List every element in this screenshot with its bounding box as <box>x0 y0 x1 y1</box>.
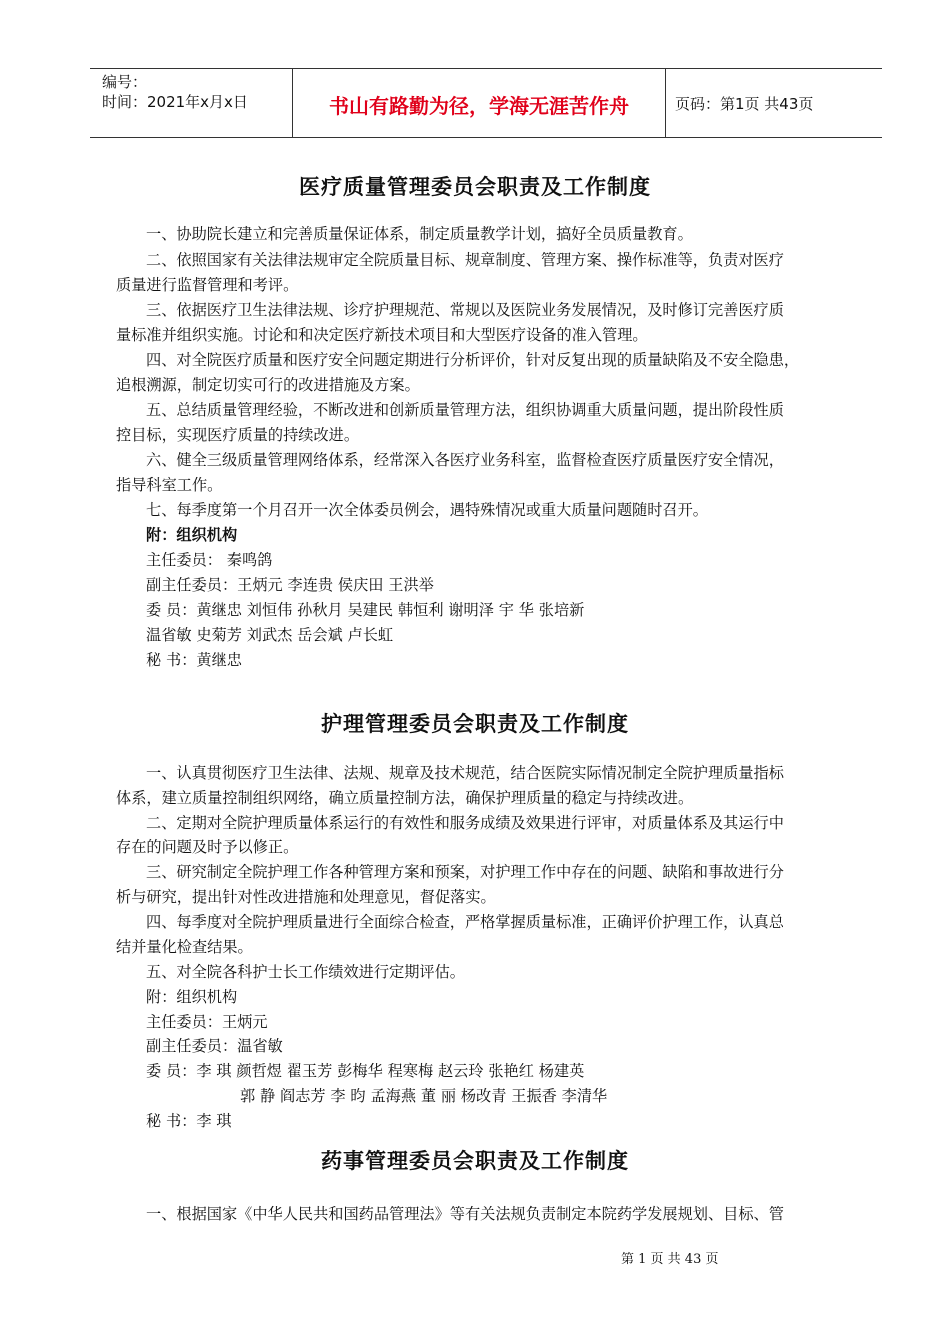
document-header <box>90 68 882 138</box>
paragraph-line: 体系，建立质量控制组织网络，确立质量控制方法，确保护理质量的稳定与持续改进。 <box>116 789 694 807</box>
paragraph-line: 析与研究，提出针对性改进措施和处理意见，督促落实。 <box>116 888 496 906</box>
paragraph-line: 追根溯源，制定切实可行的改进措施及方案。 <box>116 376 420 394</box>
org-members: 委 员：黄继忠 刘恒伟 孙秋月 吴建民 韩恒利 谢明泽 宇 华 张培新 <box>146 601 585 619</box>
paragraph-line: 三、研究制定全院护理工作各种管理方案和预案，对护理工作中存在的问题、缺陷和事故进行分 <box>146 863 784 881</box>
paragraph-line: 一、根据国家《中华人民共和国药品管理法》等有关法规负责制定本院药学发展规划、目标、管 <box>146 1205 784 1223</box>
org-vice-chair: 副主任委员：温省敏 <box>146 1037 283 1055</box>
paragraph-line: 一、协助院长建立和完善质量保证体系，制定质量教学计划，搞好全员质量教育。 <box>146 225 693 243</box>
paragraph-line: 六、健全三级质量管理网络体系，经常深入各医疗业务科室，监督检查医疗质量医疗安全情况， <box>146 451 784 469</box>
org-secretary: 秘 书：黄继忠 <box>146 651 242 669</box>
paragraph-line: 五、总结质量管理经验，不断改进和创新质量管理方法，组织协调重大质量问题，提出阶段性质 <box>146 401 784 419</box>
document-number: 编号： <box>102 73 148 91</box>
header-page-cell <box>665 69 882 137</box>
motto-text: 书山有路勤为径，学海无涯苦作舟 <box>329 94 629 118</box>
section-title-medical-quality: 医疗质量管理委员会职责及工作制度 <box>299 174 651 199</box>
paragraph-line: 量标准并组织实施。讨论和和决定医疗新技术项目和大型医疗设备的准入管理。 <box>116 326 648 344</box>
paragraph-line: 质量进行监督管理和考评。 <box>116 276 299 294</box>
page-info: 页码：第1页 共43页 <box>675 95 814 113</box>
header-info-cell <box>90 69 292 137</box>
paragraph-line: 存在的问题及时予以修正。 <box>116 838 299 856</box>
org-members-continued: 郭 静 阎志芳 李 昀 孟海燕 董 丽 杨改青 王振香 李清华 <box>240 1087 608 1105</box>
org-secretary: 秘 书：李 琪 <box>146 1112 232 1130</box>
paragraph-line: 三、依据医疗卫生法律法规、诊疗护理规范、常规以及医院业务发展情况，及时修订完善医疗质 <box>146 301 784 319</box>
paragraph-line: 控目标，实现医疗质量的持续改进。 <box>116 426 359 444</box>
org-chair: 主任委员： 秦鸣鸽 <box>146 551 273 569</box>
paragraph-line: 结并量化检查结果。 <box>116 938 253 956</box>
org-vice-chair: 副主任委员：王炳元 李连贵 侯庆田 王洪举 <box>146 576 434 594</box>
header-motto-cell <box>292 69 666 137</box>
section-title-pharmacy: 药事管理委员会职责及工作制度 <box>321 1148 629 1173</box>
document-date: 时间：2021年x月x日 <box>102 93 248 111</box>
org-structure-heading: 附：组织机构 <box>146 988 238 1006</box>
paragraph-line: 一、认真贯彻医疗卫生法律、法规、规章及技术规范，结合医院实际情况制定全院护理质量指标 <box>146 764 784 782</box>
org-structure-heading: 附：组织机构 <box>146 526 238 544</box>
org-members: 委 员：李 琪 颜哲煜 翟玉芳 彭梅华 程寒梅 赵云玲 张艳红 杨建英 <box>146 1062 585 1080</box>
paragraph-line: 七、每季度第一个月召开一次全体委员例会，遇特殊情况或重大质量问题随时召开。 <box>146 501 708 519</box>
paragraph-line: 四、每季度对全院护理质量进行全面综合检查，严格掌握质量标准，正确评价护理工作，认真总 <box>146 913 784 931</box>
paragraph-line: 四、对全院医疗质量和医疗安全问题定期进行分析评价，针对反复出现的质量缺陷及不安全隐患， <box>146 351 800 369</box>
org-members-continued: 温省敏 史菊芳 刘武杰 岳会斌 卢长虹 <box>146 626 394 644</box>
section-title-nursing: 护理管理委员会职责及工作制度 <box>321 711 629 736</box>
page-footer: 第 1 页 共 43 页 <box>621 1252 719 1267</box>
org-chair: 主任委员：王炳元 <box>146 1013 268 1031</box>
paragraph-line: 指导科室工作。 <box>116 476 223 494</box>
paragraph-line: 二、依照国家有关法律法规审定全院质量目标、规章制度、管理方案、操作标准等，负责对医疗 <box>146 251 784 269</box>
paragraph-line: 五、对全院各科护士长工作绩效进行定期评估。 <box>146 963 465 981</box>
paragraph-line: 二、定期对全院护理质量体系运行的有效性和服务成绩及效果进行评审，对质量体系及其运行中 <box>146 814 784 832</box>
